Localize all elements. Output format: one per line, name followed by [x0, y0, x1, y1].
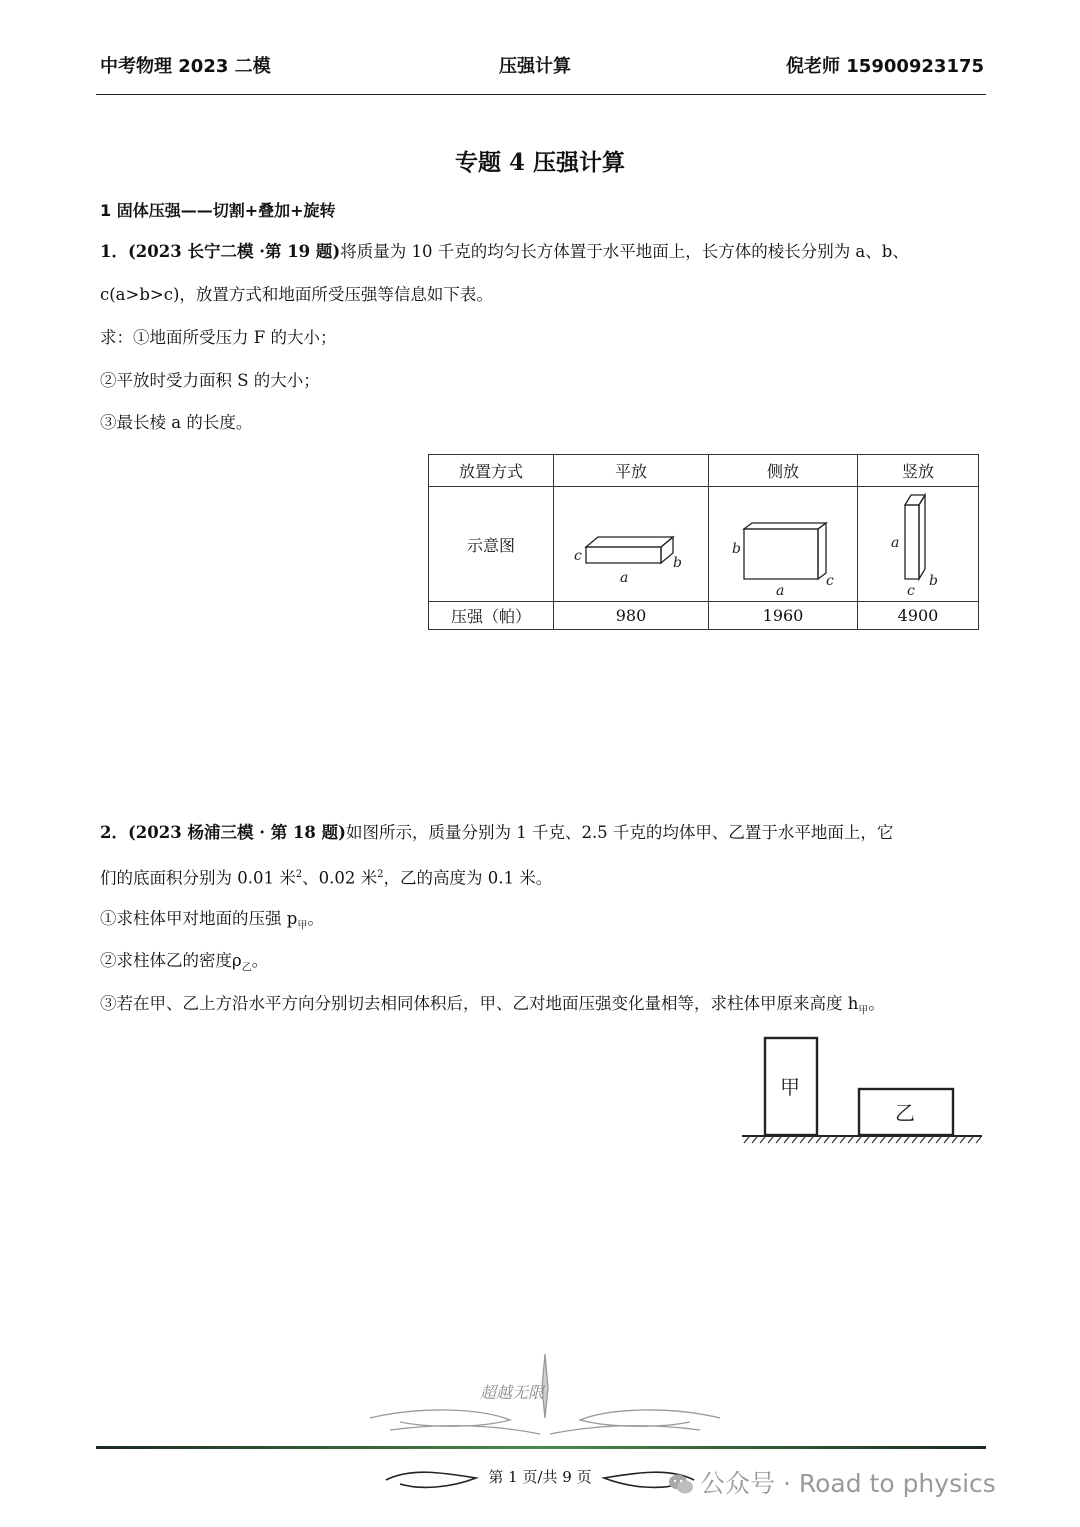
q2-ask3-sub: 甲 — [858, 1005, 869, 1017]
q2-sup1: 2 — [295, 869, 303, 880]
q1-ask2: ②平放时受力面积 S 的大小； — [100, 371, 320, 390]
flat-edge-b: b — [673, 555, 682, 571]
pressure-flat: 980 — [554, 602, 709, 630]
q1-text1: 将质量为 10 千克的均匀长方体置于水平地面上，长方体的棱长分别为 a、b、 — [340, 242, 909, 261]
page-title: 专题 4 压强计算 — [454, 149, 626, 176]
upright-box-diagram — [859, 487, 977, 597]
section-heading: 1 固体压强——切割+叠加+旋转 — [100, 201, 336, 220]
table-header-upright: 竖放 — [858, 455, 979, 487]
q1-label: 1．(2023 长宁二模 ·第 19 题) — [100, 242, 341, 261]
flat-box-diagram — [556, 487, 706, 597]
page-number: 第 1 页/共 9 页 — [488, 1468, 592, 1486]
upright-edge-b: b — [929, 573, 938, 589]
q1-ask3: ③最长棱 a 的长度。 — [100, 413, 253, 432]
label-yi: 乙 — [895, 1101, 915, 1125]
ground-hatching — [744, 1137, 981, 1143]
q2-ask1-end: 。 — [307, 909, 324, 928]
q2-line2b: 、0.02 米 — [302, 868, 378, 888]
placement-table — [428, 454, 979, 630]
header-right: 倪老师 15900923175 — [786, 56, 985, 77]
watermark — [668, 1464, 996, 1500]
table-row-pressure-label: 压强（帕） — [429, 602, 554, 630]
flat-edge-a: a — [620, 570, 629, 586]
q2-ask2-end: 。 — [251, 951, 269, 970]
flat-edge-c: c — [574, 548, 582, 564]
diagram-flat — [554, 487, 709, 602]
q2-sup2: 2 — [377, 869, 384, 880]
q2-label: 2．(2023 杨浦三模 · 第 18 题) — [100, 823, 346, 842]
table-row-diagram-label: 示意图 — [429, 487, 554, 602]
pressure-upright: 4900 — [858, 602, 979, 630]
q2-ask2-text: ②求柱体乙的密度ρ — [100, 951, 242, 970]
q2-text1: 如图所示，质量分别为 1 千克、2.5 千克的均体甲、乙置于水平地面上，它 — [345, 823, 894, 842]
q2-line2 — [100, 864, 552, 890]
q2-line1 — [100, 822, 893, 844]
q2-ask3-text: ③若在甲、乙上方沿水平方向分别切去相同体积后，甲、乙对地面压强变化量相等，求柱体甲原来高度 h — [100, 994, 859, 1013]
header-center: 压强计算 — [499, 56, 571, 77]
upright-edge-a: a — [891, 535, 900, 551]
q1-line2: c(a>b>c)，放置方式和地面所受压强等信息如下表。 — [100, 285, 493, 304]
q2-ask3-end: 。 — [868, 994, 885, 1013]
cylinders-figure — [738, 1030, 984, 1152]
watermark-text: 公众号 · Road to physics — [700, 1469, 996, 1498]
side-edge-a: a — [776, 583, 785, 597]
q2-ask1 — [100, 908, 324, 937]
footer-rule — [96, 1446, 986, 1449]
side-edge-b: b — [732, 541, 741, 557]
label-jia: 甲 — [780, 1075, 800, 1099]
side-edge-c: c — [826, 573, 834, 589]
q1-line1 — [100, 241, 909, 263]
table-header-method: 放置方式 — [429, 455, 554, 487]
q2-ask1-text: ①求柱体甲对地面的压强 p — [100, 909, 298, 928]
q2-ask1-sub: 甲 — [297, 920, 308, 932]
q2-ask2 — [100, 950, 268, 979]
footer-ornament — [360, 1348, 730, 1448]
q2-ask2-sub: 乙 — [241, 962, 252, 974]
q1-ask1: 求：①地面所受压力 F 的大小； — [100, 328, 337, 347]
table-header-side: 侧放 — [709, 455, 858, 487]
header-rule — [96, 94, 986, 95]
upright-edge-c: c — [907, 583, 915, 597]
footer-logo-text: 超越无限 — [480, 1383, 545, 1402]
diagram-side — [709, 487, 858, 602]
q2-line2c: ，乙的高度为 0.1 米。 — [383, 868, 553, 888]
q2-line2a: 们的底面积分别为 0.01 米 — [100, 868, 296, 888]
side-box-diagram — [710, 487, 856, 597]
table-header-flat: 平放 — [554, 455, 709, 487]
header-left: 中考物理 2023 二模 — [100, 56, 271, 77]
q2-ask3 — [100, 993, 885, 1022]
diagram-upright — [858, 487, 979, 602]
wechat-icon — [668, 1472, 694, 1494]
pressure-side: 1960 — [709, 602, 858, 630]
